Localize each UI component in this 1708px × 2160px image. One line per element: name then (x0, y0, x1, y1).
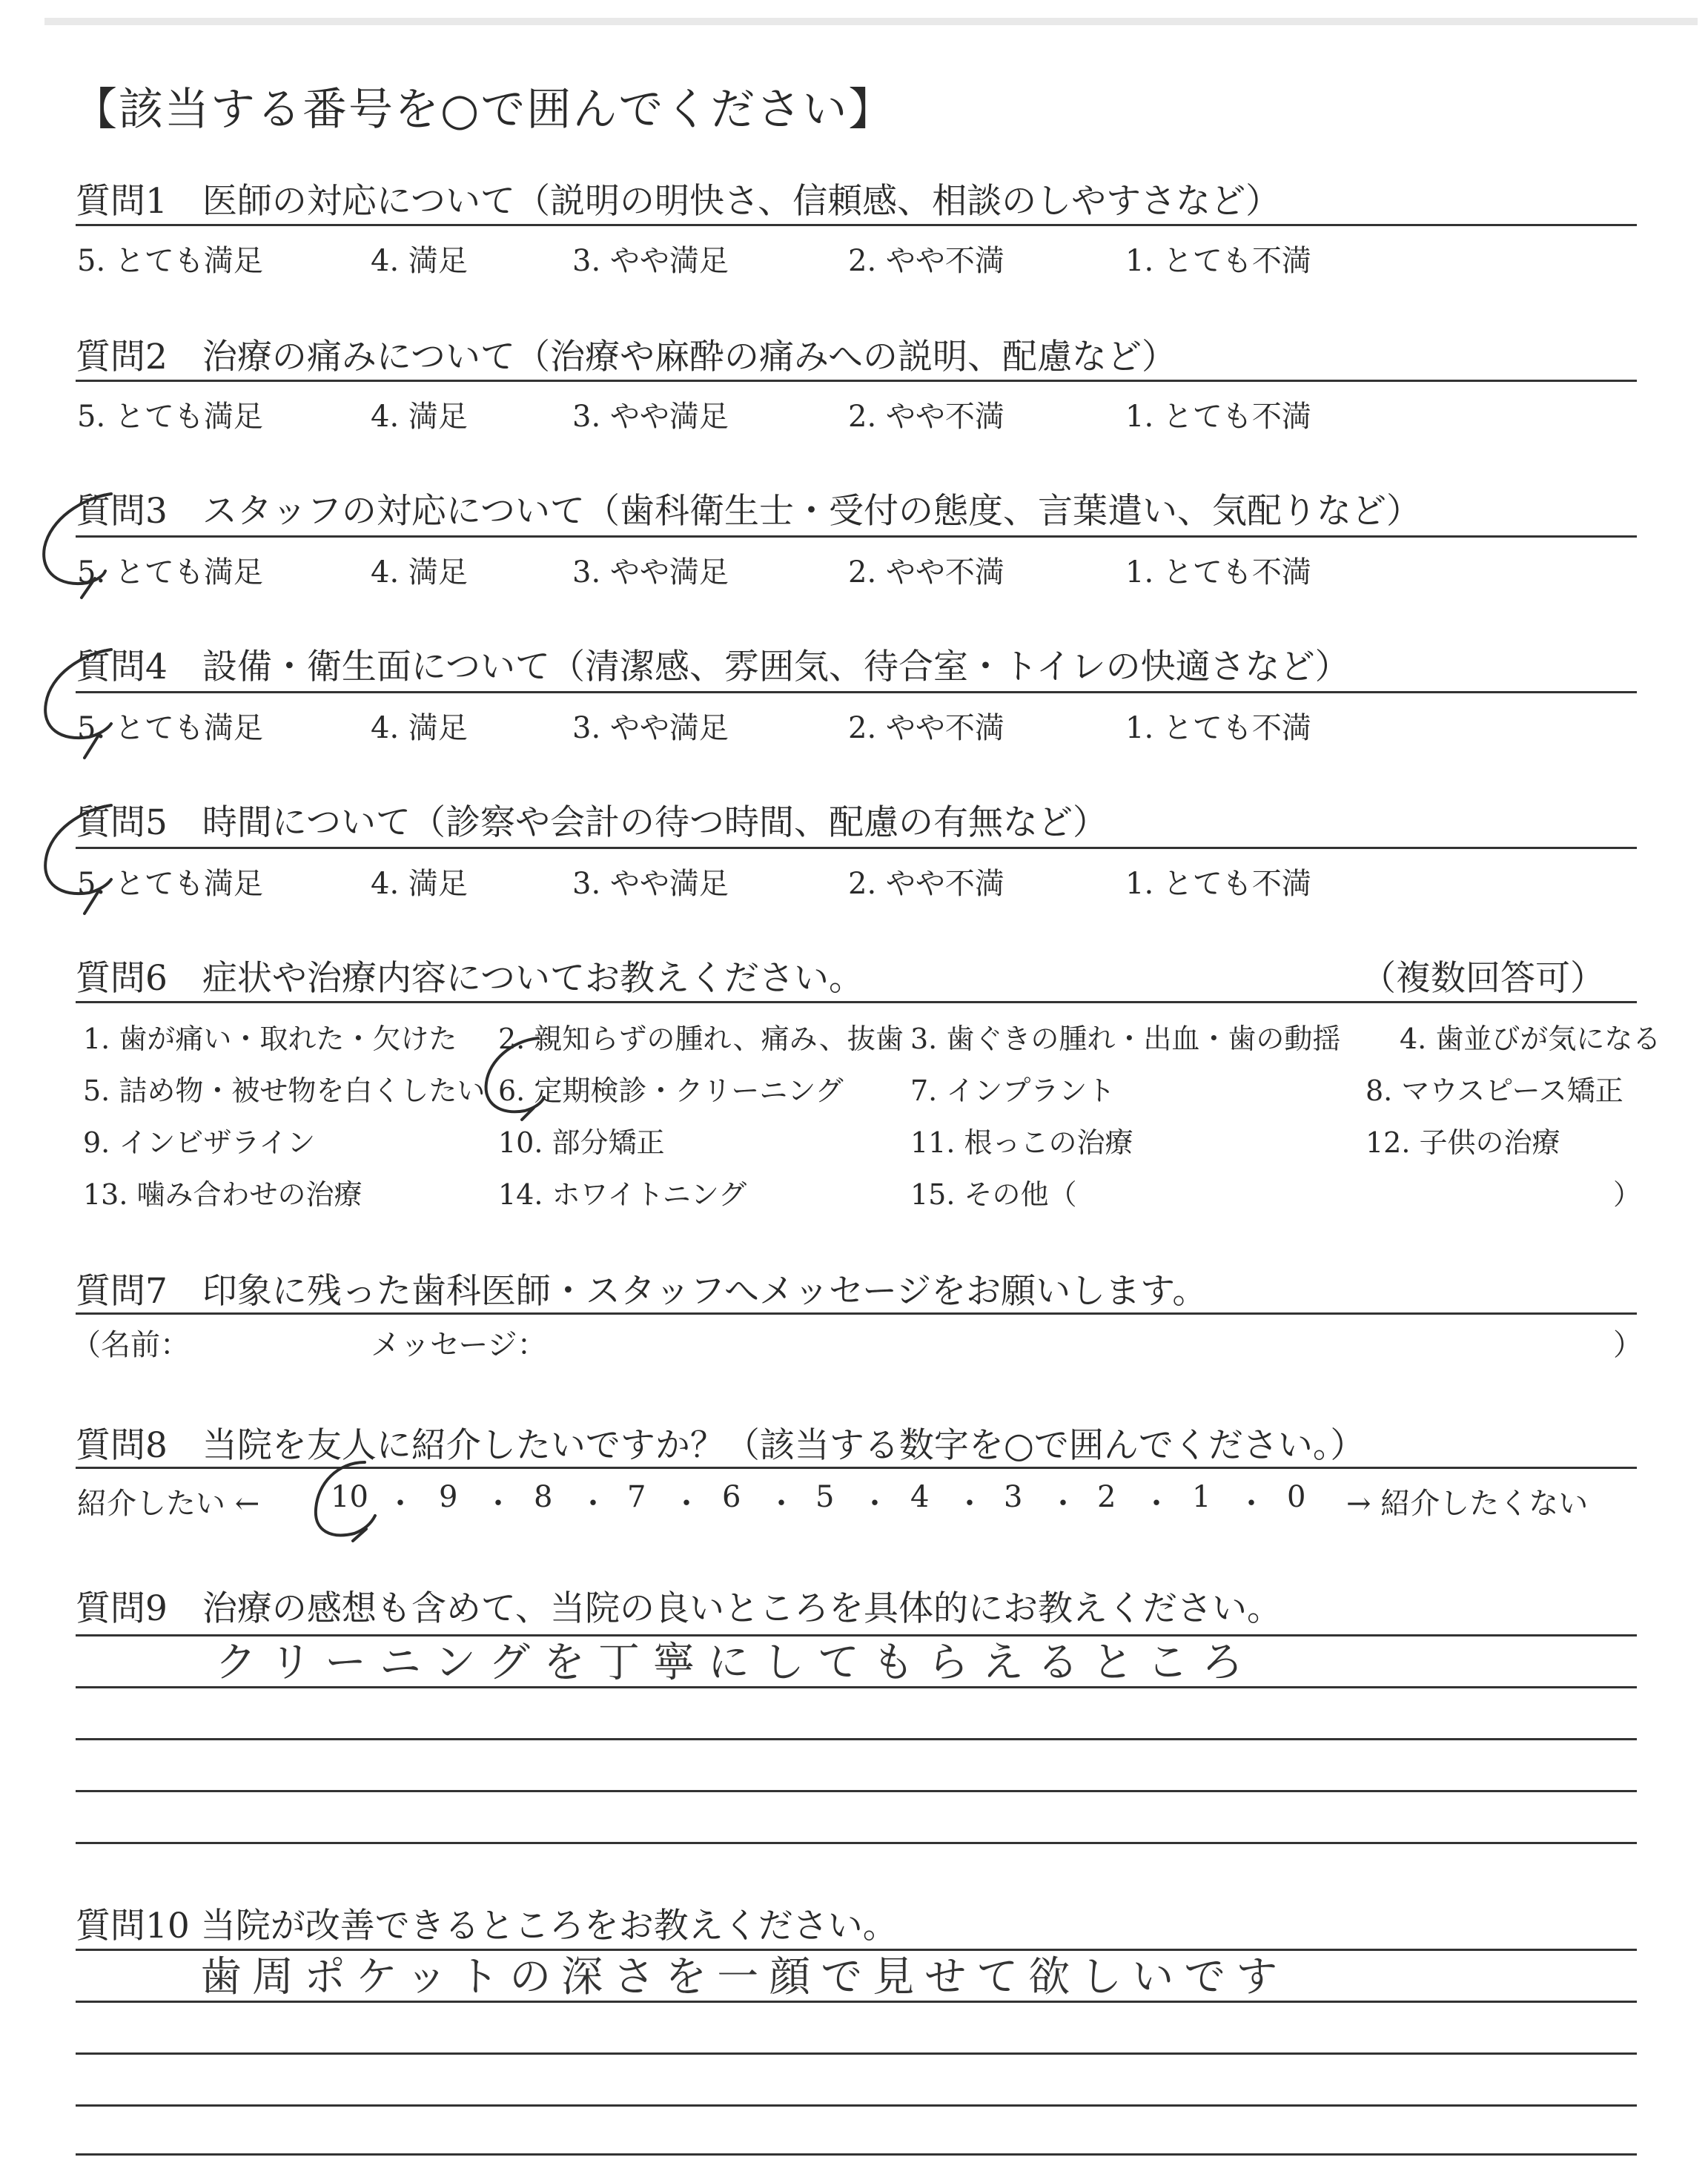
q8-scale-0[interactable]: 0 (1287, 1480, 1306, 1514)
q3-rule (76, 535, 1637, 538)
q4-option-2[interactable]: 2. やや不満 (848, 711, 1004, 745)
q6-multiple-note: （複数回答可） (1361, 958, 1605, 999)
q8-separator: ・ (767, 1487, 796, 1521)
q2-option-5[interactable]: 5. とても満足 (77, 400, 263, 434)
q7-message-label: メッセージ： (371, 1328, 547, 1362)
q3-option-5[interactable]: 5. とても満足 (77, 555, 263, 589)
q10-line (76, 2153, 1637, 2156)
q8-separator: ・ (1142, 1487, 1171, 1521)
q6-rule (76, 1001, 1637, 1003)
q3-option-3[interactable]: 3. やや満足 (572, 555, 729, 589)
q5-option-4[interactable]: 4. 満足 (371, 867, 468, 901)
q7-name-label: （名前： (71, 1328, 190, 1362)
q5-option-2[interactable]: 2. やや不満 (848, 867, 1004, 901)
q8-separator: ・ (1237, 1487, 1266, 1521)
q8-separator: ・ (860, 1487, 890, 1521)
q1-rule (76, 224, 1637, 226)
q6-option-6[interactable]: 6. 定期検診・クリーニング (498, 1074, 844, 1107)
q1-option-3[interactable]: 3. やや満足 (572, 244, 729, 278)
q8-right-label: → 紹介したくない (1346, 1487, 1589, 1521)
q6-other-close-paren: ） (1613, 1178, 1642, 1211)
q2-rule (76, 380, 1637, 382)
q5-option-5[interactable]: 5. とても満足 (77, 867, 263, 901)
q6-option-7[interactable]: 7. インプラント (910, 1074, 1116, 1107)
q8-separator: ・ (385, 1487, 415, 1521)
q3-option-4[interactable]: 4. 満足 (371, 555, 468, 589)
q8-scale-10[interactable]: 10 (331, 1480, 368, 1514)
q4-option-3[interactable]: 3. やや満足 (572, 711, 729, 745)
q1-option-4[interactable]: 4. 満足 (371, 244, 468, 278)
q2-title: 質問2 治療の痛みについて（治療や麻酔の痛みへの説明、配慮など） (76, 337, 1177, 377)
q8-scale-9[interactable]: 9 (439, 1480, 458, 1514)
q9-line (76, 1790, 1637, 1792)
q8-separator: ・ (1048, 1487, 1078, 1521)
q8-scale-5[interactable]: 5 (815, 1480, 835, 1514)
q8-scale-2[interactable]: 2 (1097, 1480, 1116, 1514)
q6-option-1[interactable]: 1. 歯が痛い・取れた・欠けた (83, 1023, 457, 1055)
q2-option-3[interactable]: 3. やや満足 (572, 400, 729, 434)
q8-scale-7[interactable]: 7 (627, 1480, 646, 1514)
q8-scale-3[interactable]: 3 (1004, 1480, 1023, 1514)
q6-option-9[interactable]: 9. インビザライン (83, 1126, 316, 1159)
q6-option-3[interactable]: 3. 歯ぐきの腫れ・出血・歯の動揺 (910, 1023, 1341, 1055)
q8-title: 質問8 当院を友人に紹介したいですか？（該当する数字を○で囲んでください。） (76, 1425, 1366, 1466)
q4-title: 質問4 設備・衛生面について（清潔感、雰囲気、待合室・トイレの快適さなど） (76, 647, 1350, 687)
q2-option-2[interactable]: 2. やや不満 (848, 400, 1004, 434)
q2-option-1[interactable]: 1. とても不満 (1125, 400, 1311, 434)
q6-option-14[interactable]: 14. ホワイトニング (498, 1178, 747, 1211)
q6-option-11[interactable]: 11. 根っこの治療 (910, 1126, 1133, 1159)
scan-top-edge (44, 18, 1698, 25)
q8-separator: ・ (483, 1487, 513, 1521)
q8-scale-8[interactable]: 8 (534, 1480, 553, 1514)
q9-line (76, 1842, 1637, 1844)
q3-option-2[interactable]: 2. やや不満 (848, 555, 1004, 589)
q5-rule (76, 847, 1637, 849)
q6-option-13[interactable]: 13. 噛み合わせの治療 (83, 1178, 363, 1211)
q10-line (76, 2104, 1637, 2107)
q8-left-label: 紹介したい ← (77, 1487, 260, 1521)
q6-option-12[interactable]: 12. 子供の治療 (1366, 1126, 1560, 1159)
q9-line (76, 1738, 1637, 1740)
q6-option-4[interactable]: 4. 歯並びが気になる (1400, 1023, 1661, 1055)
q7-title: 質問7 印象に残った歯科医師・スタッフへメッセージをお願いします。 (76, 1271, 1208, 1312)
q7-close-paren: ） (1613, 1328, 1643, 1362)
q1-option-2[interactable]: 2. やや不満 (848, 244, 1004, 278)
q4-option-5[interactable]: 5. とても満足 (77, 711, 263, 745)
q8-scale-1[interactable]: 1 (1192, 1480, 1211, 1514)
q6-option-5[interactable]: 5. 詰め物・被せ物を白くしたい (83, 1074, 486, 1107)
q8-scale-4[interactable]: 4 (910, 1480, 930, 1514)
q1-title: 質問1 医師の対応について（説明の明快さ、信頼感、相談のしやすさなど） (76, 181, 1281, 222)
q6-option-15[interactable]: 15. その他（ (910, 1178, 1077, 1211)
q10-title: 質問10 当院が改善できるところをお教えください。 (76, 1906, 898, 1946)
q1-option-5[interactable]: 5. とても満足 (77, 244, 263, 278)
q4-option-4[interactable]: 4. 満足 (371, 711, 468, 745)
q5-option-3[interactable]: 3. やや満足 (572, 867, 729, 901)
q5-title: 質問5 時間について（診察や会計の待つ時間、配慮の有無など） (76, 802, 1108, 843)
q8-scale-6[interactable]: 6 (722, 1480, 741, 1514)
q8-separator: ・ (672, 1487, 701, 1521)
q1-option-1[interactable]: 1. とても不満 (1125, 244, 1311, 278)
q6-option-10[interactable]: 10. 部分矯正 (498, 1126, 665, 1159)
q2-option-4[interactable]: 4. 満足 (371, 400, 468, 434)
q8-separator: ・ (955, 1487, 984, 1521)
q8-rule (76, 1467, 1637, 1469)
q9-title: 質問9 治療の感想も含めて、当院の良いところを具体的にお教えください。 (76, 1588, 1282, 1629)
q10-line (76, 2052, 1637, 2055)
q6-option-2[interactable]: 2. 親知らずの腫れ、痛み、抜歯 (498, 1023, 904, 1055)
q5-option-1[interactable]: 1. とても不満 (1125, 867, 1311, 901)
instruction-header: 【該当する番号を○で囲んでください】 (73, 84, 895, 136)
q8-separator: ・ (578, 1487, 608, 1521)
q3-title: 質問3 スタッフの対応について（歯科衛生士・受付の態度、言葉遣い、気配りなど） (76, 491, 1421, 532)
q6-option-8[interactable]: 8. マウスピース矯正 (1366, 1074, 1623, 1107)
q6-title: 質問6 症状や治療内容についてお教えください。 (76, 958, 864, 999)
q3-option-1[interactable]: 1. とても不満 (1125, 555, 1311, 589)
q9-handwritten-answer[interactable]: クリーニングを丁寧にしてもらえるところ (215, 1639, 1257, 1687)
q4-rule (76, 691, 1637, 693)
q10-handwritten-answer[interactable]: 歯周ポケットの深さを一顔で見せて欲しいです (200, 1953, 1288, 2001)
q7-rule (76, 1312, 1637, 1315)
q4-option-1[interactable]: 1. とても不満 (1125, 711, 1311, 745)
